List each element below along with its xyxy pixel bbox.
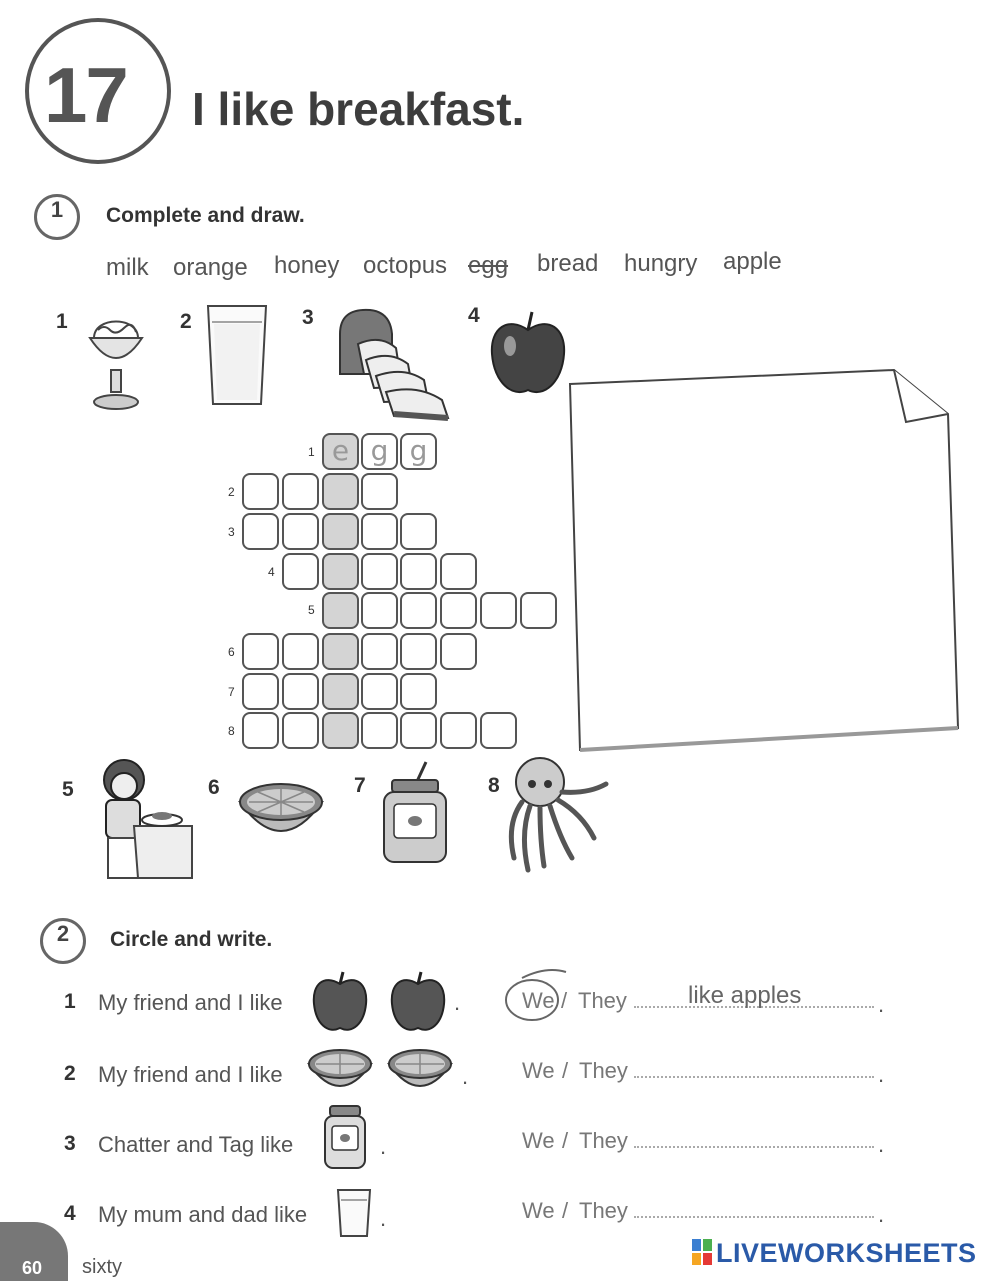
option-we[interactable]: We	[522, 1128, 555, 1153]
crossword-cell[interactable]	[242, 473, 279, 510]
apple-icon	[488, 310, 568, 398]
crossword-cell[interactable]	[361, 673, 398, 710]
crossword-cell[interactable]	[400, 673, 437, 710]
crossword-cell[interactable]	[322, 673, 359, 710]
crossword-cell[interactable]	[480, 712, 517, 749]
option-they[interactable]: They	[578, 988, 627, 1013]
crossword-cell[interactable]	[322, 592, 359, 629]
option-slash: /	[562, 1058, 569, 1083]
answer-line[interactable]	[634, 1146, 874, 1148]
option-slash: /	[562, 1128, 569, 1153]
crossword-cell[interactable]	[400, 553, 437, 590]
crossword-cell[interactable]	[282, 712, 319, 749]
honey-jar-icon	[380, 758, 450, 866]
crossword-cell[interactable]	[400, 592, 437, 629]
word-bank-item: apple	[723, 248, 782, 275]
crossword-cell[interactable]	[322, 633, 359, 670]
crossword-cell[interactable]	[520, 592, 557, 629]
crossword-cell[interactable]	[361, 712, 398, 749]
crossword-cell[interactable]: g	[400, 433, 437, 470]
crossword-cell[interactable]	[440, 553, 477, 590]
page-number-word: sixty	[82, 1256, 122, 1278]
crossword-cell[interactable]	[282, 473, 319, 510]
crossword-cell[interactable]	[242, 513, 279, 550]
option-slash: /	[562, 1198, 569, 1223]
sentence-text: Chatter and Tag like	[98, 1132, 294, 1157]
word-bank-item: hungry	[624, 250, 698, 277]
sentence-text: My mum and dad like	[98, 1202, 308, 1227]
word-bank-item-crossed: egg	[468, 252, 509, 279]
sentence-text: My friend and I like	[98, 990, 283, 1015]
word-bank-item: milk	[106, 254, 149, 281]
two-orange-halves-icon	[306, 1046, 456, 1098]
exercise-1-number: 1	[34, 194, 80, 240]
sentence-end: .	[878, 1132, 885, 1157]
page-number: 60	[22, 1258, 43, 1278]
crossword-cell[interactable]	[282, 673, 319, 710]
picture-number: 7	[354, 774, 366, 797]
crossword-cell[interactable]	[361, 513, 398, 550]
crossword-cell[interactable]	[400, 633, 437, 670]
option-we[interactable]: We	[522, 988, 555, 1013]
crossword-clue-number: 5	[308, 603, 315, 617]
crossword-cell[interactable]	[322, 712, 359, 749]
hungry-child-icon	[88, 756, 194, 880]
option-slash: /	[561, 988, 568, 1013]
two-apples-icon	[310, 970, 450, 1034]
answer-text[interactable]: like apples	[688, 982, 802, 1009]
sentence-dot: .	[380, 1206, 387, 1231]
sentence-end: .	[878, 1202, 885, 1227]
option-they[interactable]: They	[579, 1128, 628, 1153]
sentence-number: 3	[64, 1132, 76, 1155]
exercise-2-number: 2	[40, 918, 86, 964]
crossword-cell[interactable]	[400, 712, 437, 749]
sentence-dot: .	[462, 1064, 469, 1089]
drawing-box[interactable]	[560, 366, 960, 756]
crossword-cell[interactable]	[322, 473, 359, 510]
answer-line[interactable]	[634, 1216, 874, 1218]
liveworksheets-logo-icon	[692, 1239, 712, 1265]
crossword-cell[interactable]	[400, 513, 437, 550]
sentence-dot: .	[380, 1134, 387, 1159]
picture-number: 2	[180, 310, 192, 333]
picture-number: 6	[208, 776, 220, 799]
word-bank-item: octopus	[363, 252, 448, 279]
crossword-cell[interactable]	[440, 712, 477, 749]
crossword-cell[interactable]	[242, 633, 279, 670]
crossword-cell[interactable]	[440, 592, 477, 629]
crossword-cell[interactable]	[282, 513, 319, 550]
crossword-cell[interactable]	[282, 553, 319, 590]
picture-number: 3	[302, 306, 314, 329]
crossword-clue-number: 8	[228, 724, 235, 738]
crossword-clue-number: 3	[228, 525, 235, 539]
crossword-cell[interactable]	[361, 553, 398, 590]
option-they[interactable]: They	[579, 1198, 628, 1223]
crossword-clue-number: 6	[228, 645, 235, 659]
word-bank-item: orange	[173, 254, 248, 281]
unit-number: 17	[44, 51, 127, 139]
glass-of-milk-icon	[336, 1188, 372, 1238]
crossword-cell[interactable]	[361, 592, 398, 629]
crossword-cell[interactable]	[282, 633, 319, 670]
glass-of-milk-icon	[204, 302, 270, 410]
sentence-dot: .	[454, 990, 461, 1015]
crossword-cell[interactable]	[322, 553, 359, 590]
sentence-text: My friend and I like	[98, 1062, 283, 1087]
picture-number: 1	[56, 310, 68, 333]
sentence-end: .	[878, 1062, 885, 1087]
crossword-clue-number: 1	[308, 445, 315, 459]
crossword-cell[interactable]	[242, 712, 279, 749]
octopus-icon	[500, 754, 612, 876]
word-bank-item: honey	[274, 252, 340, 279]
crossword-cell[interactable]	[361, 473, 398, 510]
crossword-cell[interactable]: e	[322, 433, 359, 470]
liveworksheets-brand: LIVEWORKSHEETS	[716, 1238, 977, 1268]
crossword-cell[interactable]: g	[361, 433, 398, 470]
orange-half-icon	[236, 780, 326, 848]
crossword-cell[interactable]	[322, 513, 359, 550]
crossword-cell[interactable]	[361, 633, 398, 670]
option-we[interactable]: We	[522, 1198, 555, 1223]
honey-jar-icon	[322, 1104, 368, 1170]
option-we[interactable]: We	[522, 1058, 555, 1083]
exercise-1-instruction: Complete and draw.	[106, 204, 305, 227]
word-bank-item: bread	[537, 250, 599, 277]
crossword-clue-number: 7	[228, 685, 235, 699]
egg-in-cup-icon	[84, 308, 148, 412]
crossword-cell[interactable]	[242, 673, 279, 710]
answer-line[interactable]	[634, 1076, 874, 1078]
sentence-number: 1	[64, 990, 76, 1013]
crossword-cell[interactable]	[440, 633, 477, 670]
crossword-clue-number: 4	[268, 565, 275, 579]
exercise-2-instruction: Circle and write.	[110, 928, 273, 951]
bread-loaf-icon	[330, 304, 454, 426]
sentence-number: 2	[64, 1062, 76, 1085]
picture-number: 5	[62, 778, 74, 801]
crossword-clue-number: 2	[228, 485, 235, 499]
unit-title: I like breakfast.	[192, 83, 525, 135]
picture-number: 4	[468, 304, 480, 327]
picture-number: 8	[488, 774, 500, 797]
sentence-number: 4	[64, 1202, 76, 1225]
crossword-cell[interactable]	[480, 592, 517, 629]
option-they[interactable]: They	[579, 1058, 628, 1083]
sentence-end: .	[878, 992, 885, 1017]
